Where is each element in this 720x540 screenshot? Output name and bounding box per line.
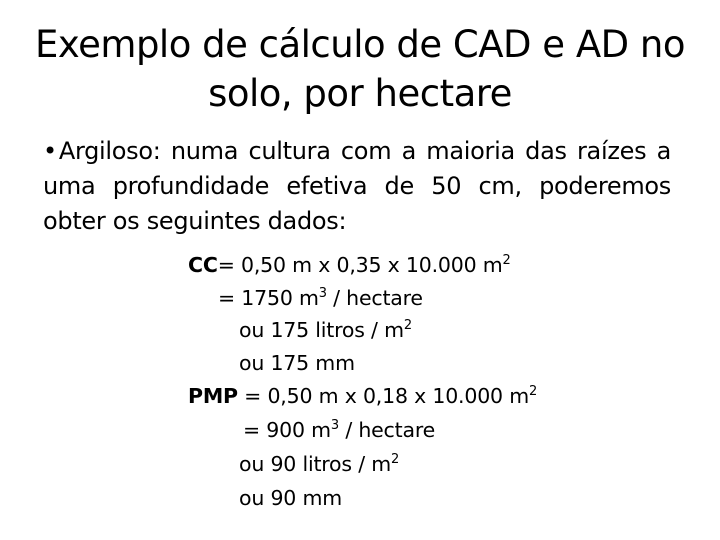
- pmp-line-3-text: ou 90 litros / m: [239, 452, 391, 476]
- cc-line-4-text: ou 175 mm: [239, 351, 355, 375]
- pmp-line-3-exponent: 2: [391, 452, 400, 467]
- bullet-text: Argiloso: numa cultura com a maioria das raízes a uma profundidade efetiva de 50 cm, poderemos obter os seguintes dados:: [43, 137, 671, 235]
- pmp-line-4: [239, 485, 342, 511]
- pmp-line-4-text: ou 90 mm: [239, 486, 342, 510]
- pmp-line-2: [243, 417, 435, 443]
- pmp-line-3: [239, 451, 399, 477]
- cc-line-3-exponent: 2: [403, 318, 412, 333]
- cc-line-2-text: = 1750 m: [218, 286, 319, 310]
- cc-line-2-tail: / hectare: [326, 286, 423, 310]
- pmp-label: PMP: [188, 384, 238, 408]
- cc-line-3-text: ou 175 litros / m: [239, 318, 404, 342]
- slide-title-line-1: Exemplo de cálculo de CAD e AD no: [35, 23, 685, 66]
- pmp-line-2-tail: / hectare: [339, 418, 436, 442]
- slide-title-line-2: solo, por hectare: [208, 72, 512, 115]
- cc-line-2: [218, 285, 423, 311]
- cc-line-1-text: = 0,50 m x 0,35 x 10.000 m: [217, 253, 503, 277]
- cc-line-1-exponent: 2: [502, 253, 511, 268]
- cc-line-2-exponent: 3: [318, 286, 327, 301]
- bullet-paragraph: [43, 134, 671, 239]
- bullet-marker: •: [43, 137, 57, 165]
- slide-title: [20, 20, 700, 118]
- cc-line-4: [239, 350, 355, 376]
- pmp-line-2-text: = 900 m: [243, 418, 331, 442]
- cc-line-3: [239, 317, 412, 343]
- pmp-line-1-exponent: 2: [529, 384, 538, 399]
- cc-line-1: [188, 252, 511, 278]
- pmp-line-1: [188, 383, 537, 409]
- cc-label: CC: [188, 253, 218, 277]
- pmp-line-2-exponent: 3: [330, 418, 339, 433]
- pmp-line-1-text: = 0,50 m x 0,18 x 10.000 m: [237, 384, 529, 408]
